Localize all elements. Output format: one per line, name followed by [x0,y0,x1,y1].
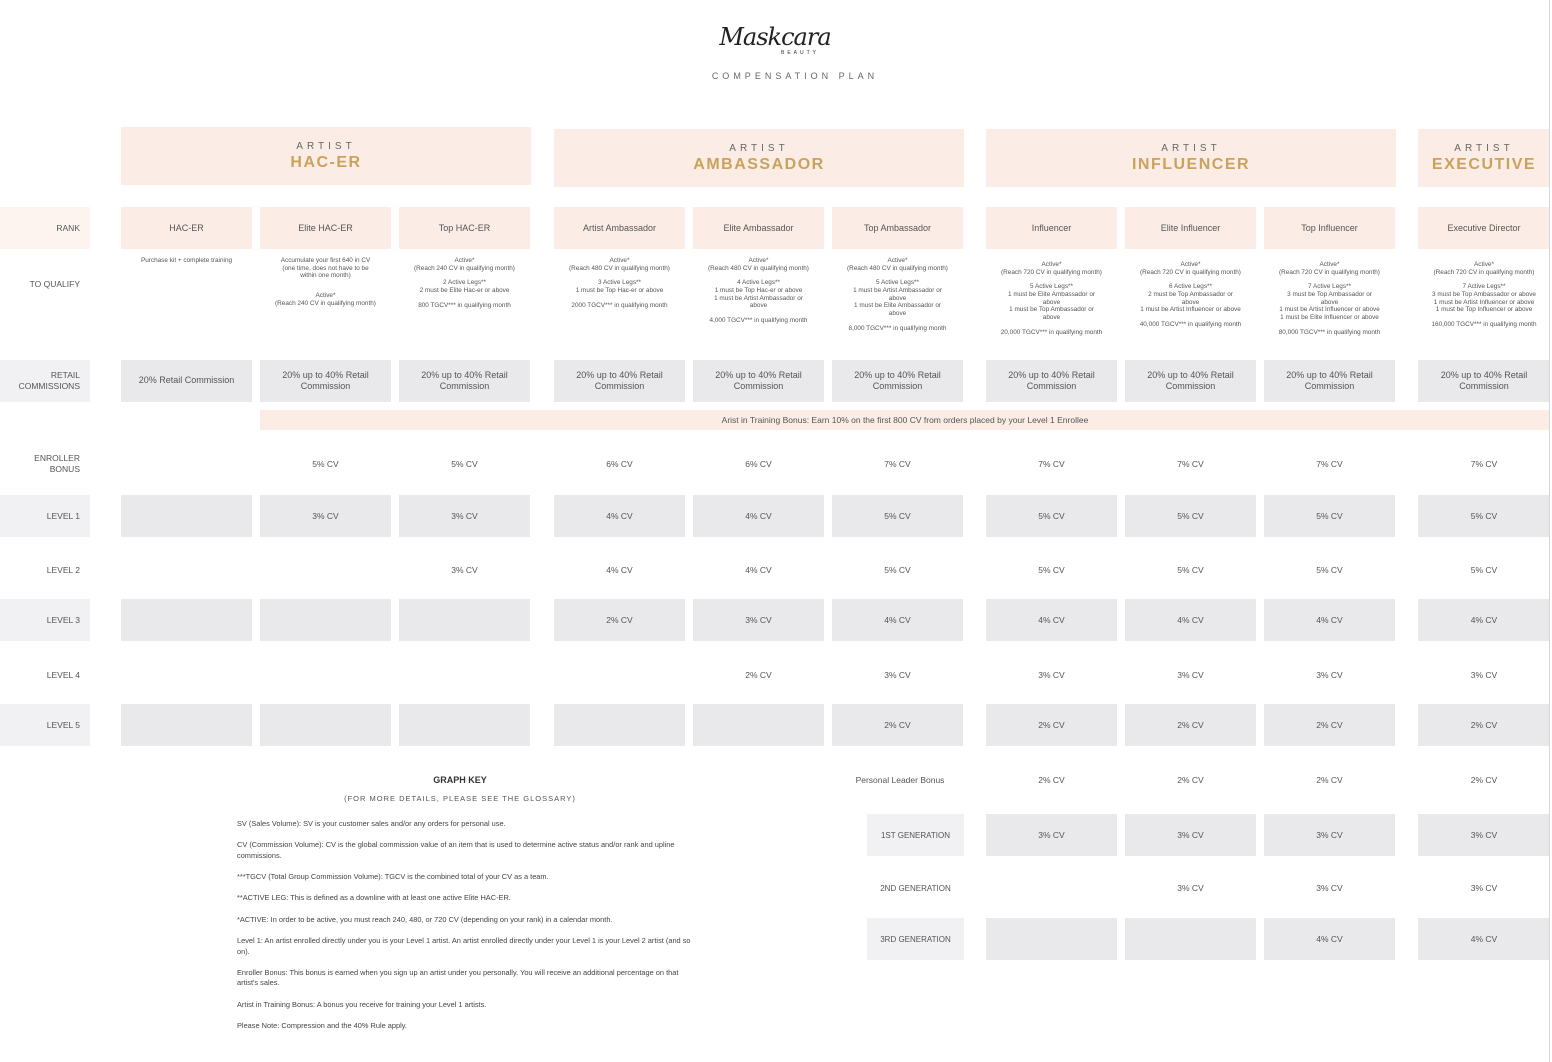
gen1-cell: 3% CV [1418,814,1550,856]
level5-cell: 2% CV [986,704,1117,746]
retail-commission-cell: 20% up to 40% Retail Commission [399,360,530,402]
rank-cell: Top Ambassador [832,207,963,249]
level3-cell [260,599,391,641]
row-label-level4: LEVEL 4 [46,669,80,680]
retail-commission-cell: 20% up to 40% Retail Commission [1418,360,1550,402]
level3-cell [121,599,252,641]
qualify-line: 40,000 TGCV*** in qualifying month [1139,321,1242,329]
enroller-bonus-cell: 6% CV [745,459,772,469]
level1-cell: 5% CV [1125,495,1256,537]
enroller-bonus-cell: 5% CV [451,459,478,469]
group-header-name: HAC-ER [290,153,362,171]
gen3-cell: 4% CV [1264,918,1395,960]
first-generation-label: 1ST GENERATION [867,814,964,856]
graph-key-subtitle: (FOR MORE DETAILS, PLEASE SEE THE GLOSSARY) [344,793,576,803]
level5-cell: 2% CV [1125,704,1256,746]
row-label-level1: LEVEL 1 [46,510,80,521]
qualify-cell [1416,261,1552,351]
graph-key-item: CV (Commission Volume): CV is the global commission value of an item that is used to determine active status and/or rank and upline commissions. [237,840,675,860]
level4-cell: 3% CV [884,670,911,680]
qualify-line: 160,000 TGCV*** in qualifying month [1431,321,1537,329]
level3-cell: 4% CV [832,599,963,641]
page-title: COMPENSATION PLAN [711,71,879,81]
level5-cell [693,704,824,746]
rank-cell: Top HAC-ER [399,207,530,249]
level1-cell: 5% CV [1264,495,1395,537]
level5-cell: 2% CV [1418,704,1550,746]
row-label-level2: LEVEL 2 [46,564,80,575]
retail-commission-cell: 20% up to 40% Retail Commission [1125,360,1256,402]
qualify-line: 5 Active Legs** 1 must be Artist Ambassador or above 1 must be Elite Ambassador or above [853,279,942,318]
qualify-line: 7 Active Legs** 3 must be Top Ambassador or above 1 must be Artist Influencer or above 1 must be Top Influencer or above [1432,283,1536,314]
third-generation-label: 3RD GENERATION [867,918,964,960]
graph-key-item: Please Note: Compression and the 40% Rule apply. [237,1020,407,1030]
group-header-executive [1418,129,1550,187]
row-label-qualify: TO QUALIFY [29,278,80,289]
qualify-line: Active* (Reach 720 CV in qualifying month) [1140,261,1241,276]
enroller-bonus-cell: 7% CV [1470,459,1498,469]
qualify-line: Active* (Reach 720 CV in qualifying month) [1001,261,1102,276]
graph-key-item: *ACTIVE: In order to be active, you must reach 240, 480, or 720 CV (depending on your rank) in a calendar month. [237,914,613,924]
level5-cell: 2% CV [832,704,963,746]
retail-commission-cell: 20% up to 40% Retail Commission [986,360,1117,402]
qualify-cell [1123,261,1258,351]
level2-cell: 5% CV [884,565,911,575]
level1-cell: 3% CV [260,495,391,537]
personal-leader-bonus-cell: 2% CV [1316,775,1343,785]
graph-key-list [237,819,697,1042]
retail-commission-cell: 20% up to 40% Retail Commission [693,360,824,402]
gen3-cell [986,918,1117,960]
enroller-bonus-cell: 7% CV [1316,459,1343,469]
rank-cell: HAC-ER [121,207,252,249]
level1-cell: 5% CV [986,495,1117,537]
graph-key-item: **ACTIVE LEG: This is defined as a downline with at least one active Elite HAC-ER. [237,893,511,903]
group-header-top: ARTIST [729,142,789,154]
qualify-line: 20,000 TGCV*** in qualifying month [1000,328,1103,336]
row-label-enroller: ENROLLER BONUS [34,453,80,474]
level2-cell: 4% CV [745,565,772,575]
level1-cell: 5% CV [832,495,963,537]
training-bonus-bar: Arist in Training Bonus: Earn 10% on the first 800 CV from orders placed by your Level 1 Enrollee [260,410,1550,430]
retail-commission-cell: 20% up to 40% Retail Commission [832,360,963,402]
gen1-cell: 3% CV [1125,814,1256,856]
rank-cell: Artist Ambassador [554,207,685,249]
gen2-cell: 3% CV [1177,883,1204,893]
row-label-level3: LEVEL 3 [46,614,80,625]
graph-key-item: Enroller Bonus: This bonus is earned when you sign up an artist under you personally. You will receive an additional percentage on that artist's sales. [237,967,679,988]
level5-cell [399,704,530,746]
qualify-line: 8,000 TGCV*** in qualifying month [848,324,947,332]
group-header-ambassador [554,129,964,187]
row-label-rank: RANK [56,222,80,233]
level1-cell: 4% CV [554,495,685,537]
group-header-top: ARTIST [1454,142,1514,154]
qualify-line: 3 Active Legs** 1 must be Top Hac-er or above [575,279,664,295]
graph-key-item: Artist in Training Bonus: A bonus you receive for training your Level 1 artists. [237,999,487,1009]
rank-cell: Executive Director [1418,207,1550,249]
graph-key-title: GRAPH KEY [433,775,487,785]
retail-commission-cell: 20% Retail Commission [121,360,252,402]
level3-cell: 4% CV [1264,599,1395,641]
level3-cell [399,599,530,641]
qualify-line: 80,000 TGCV*** in qualifying month [1278,328,1381,336]
rank-cell: Elite Influencer [1125,207,1256,249]
enroller-bonus-cell: 7% CV [1038,459,1065,469]
qualify-line: 6 Active Legs** 2 must be Top Ambassador or above 1 must be Artist Influencer or above [1140,283,1241,314]
qualify-line: 4 Active Legs** 1 must be Top Hac-er or above 1 must be Artist Ambassador or above [714,279,803,310]
graph-key-item: ***TGCV (Total Group Commission Volume): TGCV is the combined total of your CV as a team. [237,872,549,882]
qualify-line: Active* (Reach 240 CV in qualifying month) [414,257,515,272]
level2-cell: 5% CV [1470,565,1498,575]
level1-cell: 3% CV [399,495,530,537]
qualify-line: Active* (Reach 240 CV in qualifying month) [275,292,376,307]
level4-cell: 3% CV [1470,670,1498,680]
level3-cell: 4% CV [1125,599,1256,641]
qualify-line: Active* (Reach 480 CV in qualifying month) [569,257,670,272]
qualify-cell [552,257,687,347]
enroller-bonus-cell: 5% CV [312,459,339,469]
qualify-line: 2000 TGCV*** in qualifying month [571,301,668,309]
qualify-cell [1262,261,1397,351]
level2-cell: 3% CV [451,565,478,575]
retail-commission-cell: 20% up to 40% Retail Commission [1264,360,1395,402]
personal-leader-bonus-cell: 2% CV [1038,775,1065,785]
qualify-cell [691,257,826,347]
level2-cell: 5% CV [1177,565,1204,575]
level3-cell: 3% CV [693,599,824,641]
level1-cell [121,495,252,537]
qualify-cell [258,257,393,347]
level1-cell: 4% CV [693,495,824,537]
qualify-line: 4,000 TGCV*** in qualifying month [709,317,808,325]
rank-cell: Influencer [986,207,1117,249]
rank-cell: Top Influencer [1264,207,1395,249]
enroller-bonus-cell: 7% CV [1177,459,1204,469]
qualify-line: Active* (Reach 480 CV in qualifying month) [847,257,948,272]
qualify-line: 5 Active Legs** 1 must be Elite Ambassador or above 1 must be Top Ambassador or above [1007,283,1096,322]
graph-key-item: Level 1: An artist enrolled directly under you is your Level 1 artist. An artist enrolled directly under your Level 1 is your Level 2 artist (and so on). [237,936,691,956]
group-header-influencer [986,129,1396,187]
gen1-cell: 3% CV [986,814,1117,856]
second-generation-label: 2ND GENERATION [880,883,951,893]
qualify-cell [119,257,254,347]
graph-key-item: SV (Sales Volume): SV is your customer sales and/or any orders for personal use. [237,819,506,828]
level5-cell [554,704,685,746]
qualify-cell [984,261,1119,351]
gen3-cell [1125,918,1256,960]
qualify-line: Active* (Reach 480 CV in qualifying month) [708,257,809,272]
qualify-line: Purchase kit + complete training [140,257,233,264]
brand-logo-subtitle: BEAUTY [780,50,819,56]
personal-leader-bonus-label: Personal Leader Bonus [855,775,945,785]
gen2-cell: 3% CV [1316,883,1343,893]
rank-cell: Elite Ambassador [693,207,824,249]
level4-cell: 3% CV [1316,670,1343,680]
level1-cell: 5% CV [1418,495,1550,537]
gen3-cell: 4% CV [1418,918,1550,960]
group-header-name: INFLUENCER [1131,155,1251,173]
personal-leader-bonus-cell: 2% CV [1177,775,1204,785]
gen1-cell: 3% CV [1264,814,1395,856]
qualify-line: 2 Active Legs** 2 must be Elite Hac-er or above [419,279,510,295]
level4-cell: 3% CV [1038,670,1065,680]
level3-cell: 4% CV [986,599,1117,641]
level3-cell: 2% CV [554,599,685,641]
level2-cell: 5% CV [1316,565,1343,575]
group-header-name: AMBASSADOR [693,155,825,173]
personal-leader-bonus-cell: 2% CV [1470,775,1498,785]
row-label-level5: LEVEL 5 [46,719,80,730]
enroller-bonus-cell: 6% CV [606,459,633,469]
group-header-hacer [121,127,531,185]
qualify-cell [397,257,532,347]
level4-cell: 3% CV [1177,670,1204,680]
level2-cell: 4% CV [606,565,633,575]
level5-cell [121,704,252,746]
row-label-retail: RETAIL COMMISSIONS [18,370,80,391]
group-header-top: ARTIST [296,140,356,152]
qualify-line: Active* (Reach 720 CV in qualifying month) [1279,261,1380,276]
rank-cell: Elite HAC-ER [260,207,391,249]
level3-cell: 4% CV [1418,599,1550,641]
level5-cell: 2% CV [1264,704,1395,746]
gen2-cell: 3% CV [1470,883,1498,893]
group-header-top: ARTIST [1161,142,1221,154]
qualify-line: Accumulate your first 640 in CV (one time, does not have to be within one month) [280,257,371,280]
level5-cell [260,704,391,746]
level2-cell: 5% CV [1038,565,1065,575]
group-header-name: EXECUTIVE [1431,155,1537,173]
retail-commission-cell: 20% up to 40% Retail Commission [554,360,685,402]
retail-commission-cell: 20% up to 40% Retail Commission [260,360,391,402]
page-edge [1549,0,1550,1062]
qualify-line: 7 Active Legs** 3 must be Top Ambassador or above 1 must be Artist Influencer or above 1 must be Elite Influencer or above [1279,283,1380,322]
enroller-bonus-cell: 7% CV [884,459,911,469]
brand-logo: Maskcara [719,23,831,51]
qualify-line: Active* (Reach 720 CV in qualifying month) [1433,261,1535,276]
qualify-cell [830,257,965,347]
qualify-line: 800 TGCV*** in qualifying month [418,301,511,309]
level4-cell: 2% CV [745,670,772,680]
